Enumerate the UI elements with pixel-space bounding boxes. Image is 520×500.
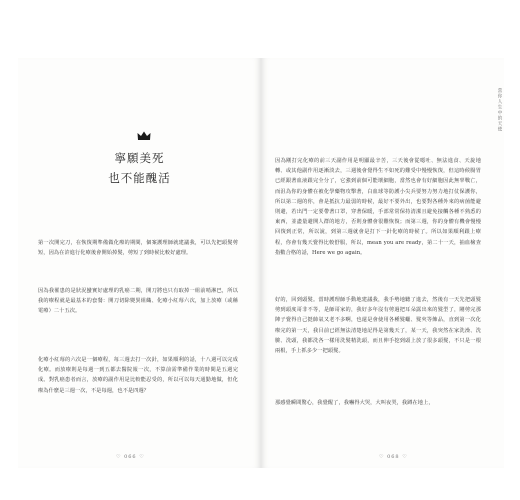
left-paragraph-3: 化療小紅莓的六次是一個療程，每三週去打一次針，如果順利的話，十八週可以完成化療。而放療則是每週一到五都去醫院報一次，不算前需準備作業的時間是五週完成。對乳癌患者而言，放療的副作用是比較能忍受的，所以可以每天通勤地做，但化療為什麼是三週一次，不是每週，也不是四週？ [38,357,238,394]
right-page [261,58,504,468]
page-number: ♡ 068 ♡ [379,454,408,460]
left-paragraph-2: 因為我罹患的是狀況蠻實好處理的乳癌二期，開刀將也只有取掉一組前哨淋巴，所以我的療程就是最基本的套餐：開刀切除變異組織、化療小紅莓六次，加上放療（或稱電療）二十五次。 [38,288,238,315]
right-paragraph-1: 因為剛打完化療的前三天副作用是明顯最辛苦，三天後會從噁吐、無法進食、天旋地轉、或其他副作用逐漸淡去，三週後會覺得生不如死的難受中慢慢恢復，但這時候腸胃已經跟著血液跟完全分了，它強到前個可能壞細胞，當然也會有好細胞因此無辜戰亡，而沮為你的身體在被化學藥物攻擊著，白血球等防護小尖兵要努力努力地打仗保護你，所以第二週的你，會是抵抗力最弱的時候，最好不要外出，也要對各種外來的病菌能避則避，若出門一定要帶著口罩，穿著保暖，手部常常保持清潔且避免接觸各種不熟悉的東西，並盡量避開人群的地方，否則身體會很難恢復；而第三週，你的身體有機會慢慢回復到正常，所以說，到第三週就會是打下一針化療的時候了。所以如果順利跟上療程，你會有幾天覺得比較舒服，所以，mean you are ready，第二十一天，抽血檢查指數合格的話，Here we go again。 [275,158,481,256]
left-paragraph-1: 第一次開完刀，在恢復期準備做化療的期間，個案護理師就建議我，可以先把頭髮剪短，因為在許進行化療後會開始掉髮，剪短了到時候比較好處理。 [38,240,238,257]
right-paragraph-3: 那感覺瞬間驚心，我覺醒了，我嚇得大哭，大叫夜哭，我蹲在地上， [275,400,434,406]
crown-icon [137,131,151,141]
right-paragraph-2: 好的，回到頭髮。當時護理師手動地建議我，我手勢地聽了進去，然後有一天先把頭髮剪到頭度哥非不等，是師哥家的，我好多年沒有剪過把耳朵露出來的髮型了，剛剪完那陣子覺得自己挺帥氣又老不多啊，也還是會使用各種髮蠟、髮夾等飾品，直到第一次化療完的第一天，我目前已經無法清楚地記得是第幾天了，某一天，我突然在家洗澡、洗臉、洗頭，我都洗各一樣用洗髮精洗頭，而且伸手挖到頭上放了很多頭髮，不只是一根兩根，手上抓多少一把頭髮。 [275,297,481,355]
chapter-title-line1: 寧願美死 [114,151,165,165]
chapter-title-line2: 也不能醜活 [108,171,171,185]
left-page [18,58,261,468]
running-head: 當你人生中的天使 [497,88,502,132]
page-number: ♡ 066 ♡ [116,454,145,460]
